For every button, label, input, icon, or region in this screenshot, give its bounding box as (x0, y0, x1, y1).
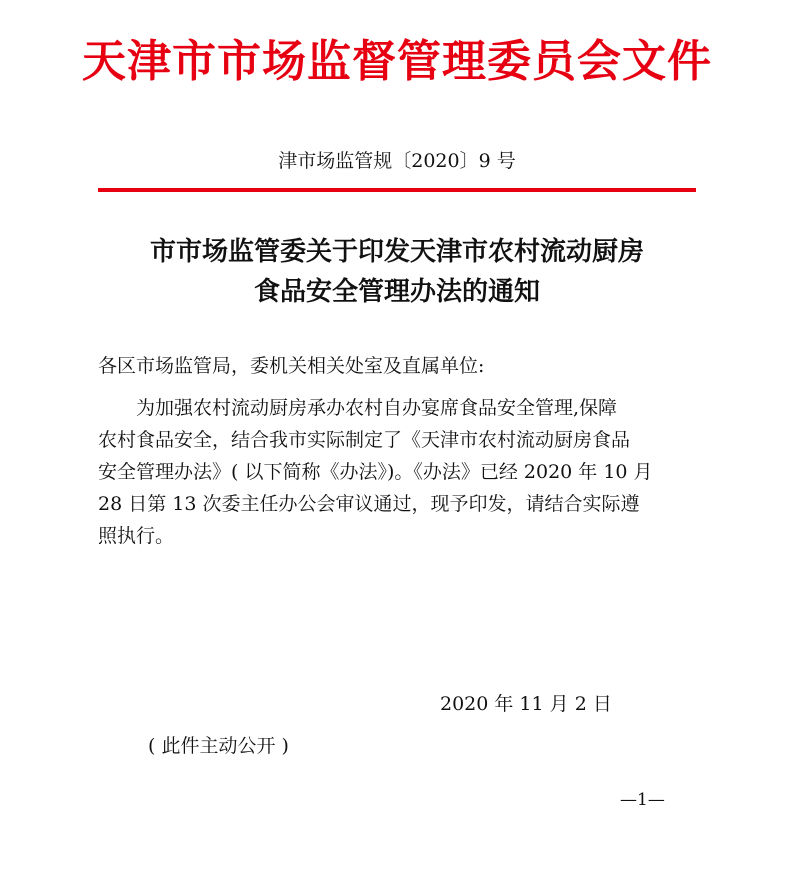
notice-title (60, 232, 734, 312)
body-line: 为加强农村流动厨房承办农村自办宴席食品安全管理,保障 (136, 397, 618, 419)
issue-date: 2020 年 11 月 2 日 (440, 693, 612, 715)
notice-title-line-2: 食品安全管理办法的通知 (253, 277, 540, 307)
disclosure-note: ( 此件主动公开 ) (148, 735, 289, 757)
red-divider-rule (98, 188, 696, 192)
document-number: 津市场监管规〔2020〕9 号 (278, 150, 516, 172)
body-line: 安全管理办法》( 以下简称《办法》)。《办法》已经 2020 年 10 月 (98, 461, 653, 483)
page-number: —1— (620, 790, 665, 810)
body-line: 农村食品安全，结合我市实际制定了《天津市农村流动厨房食品 (98, 429, 631, 451)
salutation: 各区市场监管局，委机关相关处室及直属单位: (98, 355, 485, 377)
body-line: 照执行。 (98, 525, 175, 547)
masthead-title: 天津市市场监督管理委员会文件 (82, 36, 712, 87)
body-line: 28 日第 13 次委主任办公会审议通过，现予印发，请结合实际遵 (98, 493, 640, 515)
notice-title-line-1: 市市场监管委关于印发天津市农村流动厨房 (149, 237, 644, 267)
body-paragraph (98, 392, 698, 552)
